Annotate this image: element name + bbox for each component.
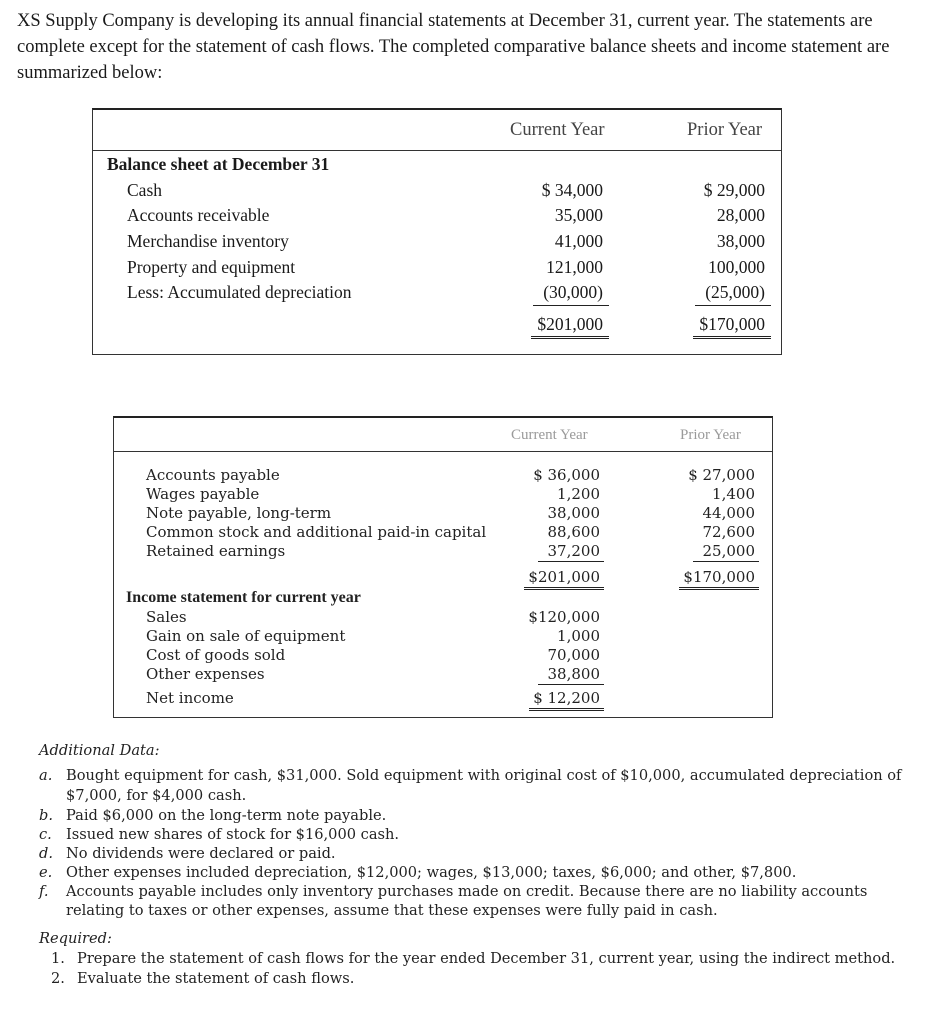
item-letter: a.: [39, 767, 53, 784]
bs-total-prior: $170,000: [693, 314, 771, 339]
liab-row-prior: 25,000: [693, 542, 760, 562]
bs-row-prior: 28,000: [716, 205, 765, 225]
bs-row-prior: 100,000: [708, 257, 765, 277]
header-divider: [114, 451, 772, 452]
liab-row-label: Accounts payable: [146, 466, 280, 484]
item-text: Prepare the statement of cash flows for the year ended December 31, current year, using the indirect method.: [77, 950, 896, 967]
item-text: Other expenses included depreciation, $12,000; wages, $13,000; taxes, $6,000; and other, $7,800.: [66, 864, 797, 881]
item-number: 1.: [51, 950, 65, 967]
liab-row-current: $ 36,000: [533, 466, 600, 484]
bs-row-label: Accounts receivable: [127, 205, 270, 225]
liab-row-prior: 72,600: [702, 523, 755, 541]
bs-row-current: (30,000): [533, 282, 609, 306]
net-income-current: $ 12,200: [529, 689, 604, 711]
item-text: No dividends were declared or paid.: [66, 845, 336, 862]
bs-row-prior: 38,000: [716, 231, 765, 251]
required-title: Required:: [39, 930, 112, 947]
col-header-prior: Prior Year: [680, 427, 741, 443]
item-text: Bought equipment for cash, $31,000. Sold equipment with original cost of $10,000, accumulated depreciation of $7,000, for $4,000 cash.: [66, 767, 902, 804]
is-row-current: $120,000: [528, 608, 600, 626]
balance-sheet-title: Balance sheet at December 31: [107, 154, 330, 174]
item-letter: b.: [39, 807, 53, 824]
bs-row-current: 35,000: [554, 205, 603, 225]
is-row-label: Other expenses: [146, 665, 265, 683]
item-number: 2.: [51, 970, 65, 987]
bs-row-prior: (25,000): [695, 282, 771, 306]
liab-row-current: 88,600: [547, 523, 600, 541]
is-row-label: Gain on sale of equipment: [146, 627, 346, 645]
additional-item: [39, 882, 919, 920]
required-item: [39, 969, 919, 989]
liab-row-label: Common stock and additional paid-in capital: [146, 523, 487, 541]
liab-row-current: 38,000: [547, 504, 600, 522]
additional-item: [39, 844, 919, 863]
liab-row-prior: $ 27,000: [688, 466, 755, 484]
item-letter: e.: [39, 864, 53, 881]
col-header-current: Current Year: [511, 427, 588, 443]
additional-item: [39, 825, 919, 844]
liab-total-prior: $170,000: [679, 568, 759, 590]
additional-item: [39, 806, 919, 825]
item-letter: f.: [39, 883, 49, 900]
col-header-current: Current Year: [510, 120, 605, 140]
balance-sheet-assets-table: [92, 108, 782, 355]
liab-row-current: 37,200: [538, 542, 605, 562]
bs-row-current: 41,000: [554, 231, 603, 251]
additional-item: [39, 766, 919, 806]
bs-row-label: Less: Accumulated depreciation: [127, 282, 352, 302]
bs-row-label: Property and equipment: [127, 257, 296, 277]
net-income-label: Net income: [146, 689, 234, 707]
is-row-label: Sales: [146, 608, 187, 626]
bs-row-label: Cash: [127, 180, 162, 200]
bs-row-prior: $ 29,000: [703, 180, 765, 200]
liabilities-income-table: [113, 416, 773, 718]
liab-row-current: 1,200: [557, 485, 600, 503]
bs-row-current: $ 34,000: [541, 180, 603, 200]
income-statement-title: Income statement for current year: [126, 589, 361, 606]
additional-data-section: [39, 742, 919, 989]
bs-row-label: Merchandise inventory: [127, 231, 289, 251]
is-row-current: 38,800: [538, 665, 605, 685]
additional-data-title: Additional Data:: [39, 742, 160, 759]
item-text: Paid $6,000 on the long-term note payable.: [66, 807, 387, 824]
liab-row-label: Wages payable: [146, 485, 260, 503]
item-letter: c.: [39, 826, 52, 843]
liab-row-prior: 1,400: [712, 485, 755, 503]
item-text: Issued new shares of stock for $16,000 cash.: [66, 826, 400, 843]
required-item: [39, 949, 919, 969]
col-header-prior: Prior Year: [687, 120, 763, 140]
liab-total-current: $201,000: [524, 568, 604, 590]
liab-row-label: Retained earnings: [146, 542, 286, 560]
item-text: Evaluate the statement of cash flows.: [77, 970, 355, 987]
problem-intro: XS Supply Company is developing its annual financial statements at December 31, current year. The statements are complete except for the statement of cash flows. The completed comparative balance sheets and income statement are summarized below:: [17, 11, 890, 83]
is-row-label: Cost of goods sold: [146, 646, 286, 664]
liab-row-label: Note payable, long-term: [146, 504, 332, 522]
is-row-current: 1,000: [557, 627, 600, 645]
is-row-current: 70,000: [547, 646, 600, 664]
liab-row-prior: 44,000: [702, 504, 755, 522]
bs-total-current: $201,000: [531, 314, 609, 339]
header-divider: [93, 150, 781, 151]
additional-item: [39, 863, 919, 882]
item-letter: d.: [39, 845, 53, 862]
bs-row-current: 121,000: [546, 257, 603, 277]
item-text: Accounts payable includes only inventory purchases made on credit. Because there are no liability accounts relating to taxes or other expenses, assume that these expenses were fully paid in cash.: [66, 883, 868, 919]
